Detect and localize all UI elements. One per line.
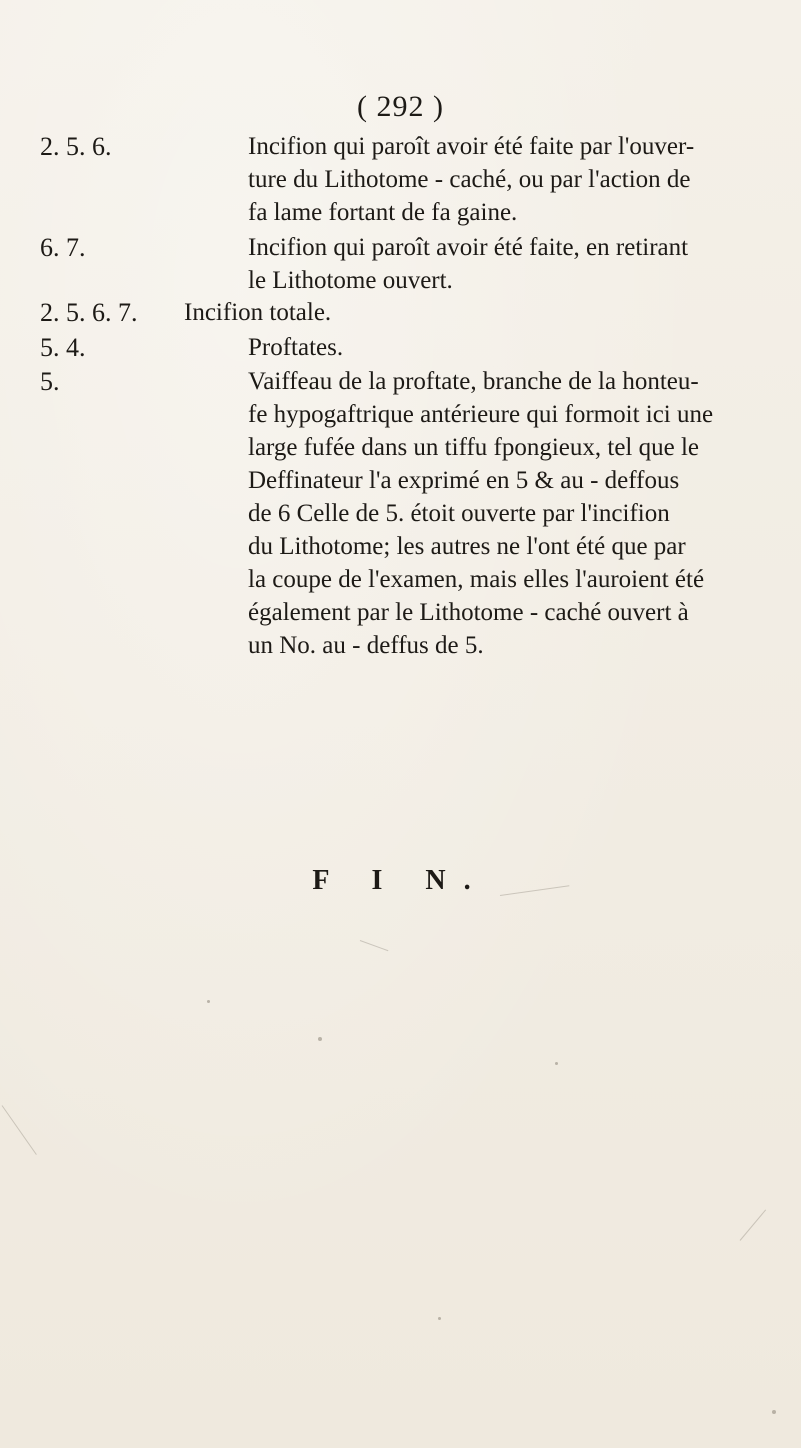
text-line: Vaiffeau de la proftate, branche de la honteu-: [248, 368, 699, 395]
text-line: fe hypogaftrique antérieure qui formoit ici une: [248, 401, 714, 428]
paper-scratch: [360, 940, 389, 951]
figure-reference: 5.: [40, 367, 60, 396]
text-line: Incifion totale.: [184, 299, 332, 326]
paper-speck: [772, 1410, 776, 1414]
text-line: un No. au - deffus de 5.: [248, 632, 484, 659]
paper-speck: [318, 1037, 322, 1041]
figure-reference: 2. 5. 6. 7.: [40, 298, 138, 327]
paper-speck: [438, 1317, 441, 1320]
paper-scratch: [740, 1210, 766, 1241]
text-line: Incifion qui paroît avoir été faite par l'ouver-: [248, 133, 695, 160]
entry-description: [248, 130, 778, 229]
figure-reference: 2. 5. 6.: [40, 132, 112, 161]
text-line: Proftates.: [248, 334, 344, 361]
entry-description: [248, 365, 778, 662]
text-line: la coupe de l'examen, mais elles l'auroient été: [248, 566, 705, 593]
text-line: fa lame fortant de fa gaine.: [248, 199, 518, 226]
text-line: également par le Lithotome - caché ouvert à: [248, 599, 689, 626]
text-line: ture du Lithotome - caché, ou par l'action de: [248, 166, 691, 193]
fin-label: F I N.: [312, 865, 489, 896]
figure-reference: 5. 4.: [40, 333, 86, 362]
figure-reference: 6. 7.: [40, 233, 86, 262]
paper-speck: [207, 1000, 210, 1003]
entry-description: [184, 296, 714, 329]
text-line: Incifion qui paroît avoir été faite, en retirant: [248, 234, 689, 261]
paper-speck: [555, 1062, 558, 1065]
entry-description: [248, 331, 778, 364]
text-line: le Lithotome ouvert.: [248, 267, 453, 294]
page-number: ( 292 ): [357, 90, 444, 123]
entry-description: [248, 231, 778, 297]
text-line: du Lithotome; les autres ne l'ont été que par: [248, 533, 686, 560]
paper-scratch: [2, 1105, 37, 1155]
text-line: Deffinateur l'a exprimé en 5 & au - deffous: [248, 467, 680, 494]
text-line: large fufée dans un tiffu fpongieux, tel que le: [248, 434, 700, 461]
text-line: de 6 Celle de 5. étoit ouverte par l'incifion: [248, 500, 670, 527]
